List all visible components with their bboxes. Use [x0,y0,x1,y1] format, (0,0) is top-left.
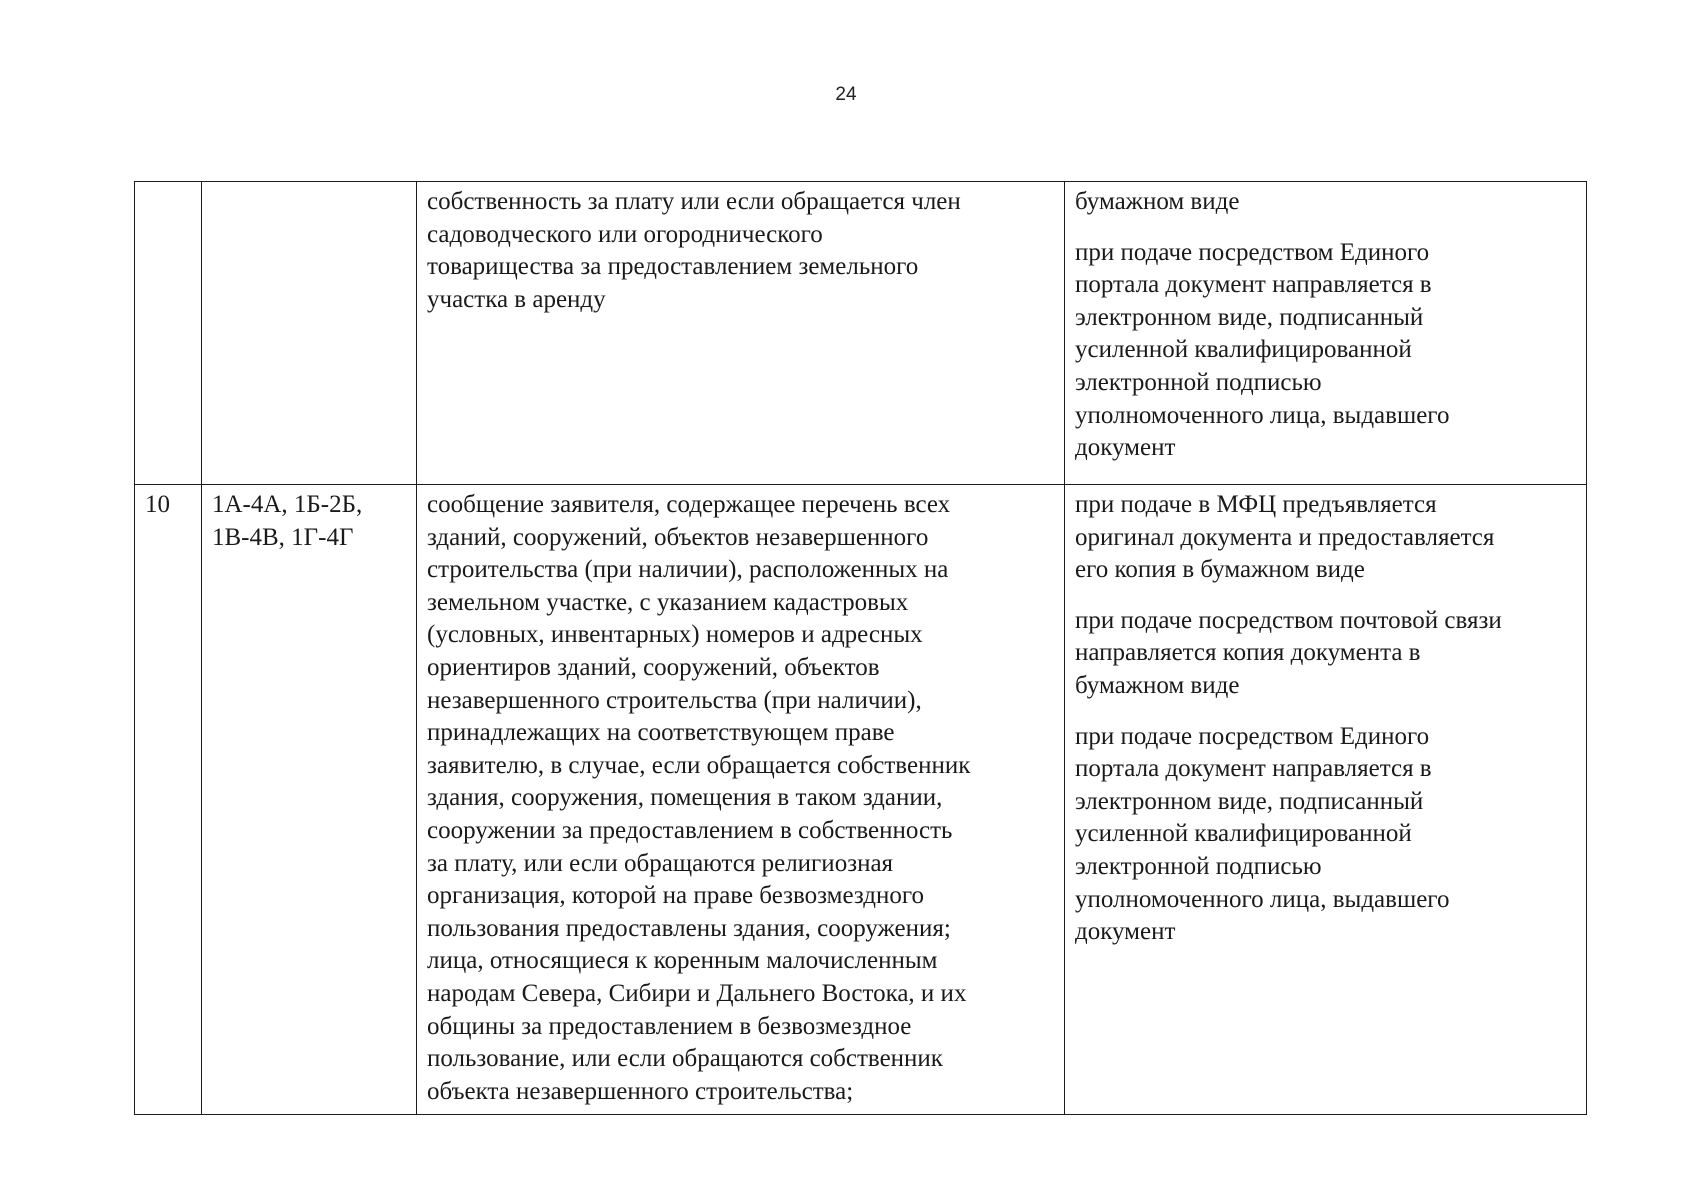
submission-methods-cell [1065,182,1587,485]
row-number-cell [135,182,202,485]
submission-method: бумажном виде [1075,188,1240,215]
document-description-cell [417,485,1065,1115]
document-description: сообщение заявителя, содержащее перечень всех зданий, сооружений, объектов незавершенного строительства (при наличии), расположенных на земельном участке, с указанием кадастровых (условных, инвентарных) номеров и адресных ориентиров зданий, сооружений, объектов незавершенного строительства (при наличии), принадлежащих на соответствующем праве заявителю, в случае, если обращается собственник здания, сооружения, помещения в таком здании, сооружении за предоставлением в собственность за плату, или если обращаются религиозная организация, которой на праве безвозмездного пользования предоставлены здания, сооружения; лица, относящиеся к коренным малочисленным народам Севера, Сибири и Дальнего Востока, и их общины за предоставлением в безвозмездное пользование, или если обращаются собственник объекта незавершенного строительства; [427,491,971,1105]
document-description-cell [417,182,1065,485]
document-table [134,181,1587,1115]
row-number: 10 [145,491,170,518]
submission-method: при подаче посредством почтовой связи направляется копия документа в бумажном виде [1075,606,1502,699]
table-row [135,182,1587,485]
page-number: 24 [835,84,857,105]
document-description: собственность за плату или если обращается член садоводческого или огороднического товарищества за предоставлением земельного участка в аренду [427,188,961,313]
submission-method: при подаче посредством Единого портала документ направляется в электронном виде, подписанный усиленной квалифицированной электронной подписью уполномоченного лица, выдавшего документ [1075,722,1450,946]
submission-method: при подаче в МФЦ предъявляется оригинал документа и предоставляется его копия в бумажном виде [1075,491,1495,584]
applicant-codes-cell [202,485,417,1115]
table-row [135,485,1587,1115]
row-number-cell [135,485,202,1115]
applicant-codes-cell [202,182,417,485]
submission-method: при подаче посредством Единого портала документ направляется в электронном виде, подписанный усиленной квалифицированной электронной подписью уполномоченного лица, выдавшего документ [1075,238,1450,462]
submission-methods-cell [1065,485,1587,1115]
applicant-codes: 1А-4А, 1Б-2Б, 1В-4В, 1Г-4Г [212,491,363,551]
